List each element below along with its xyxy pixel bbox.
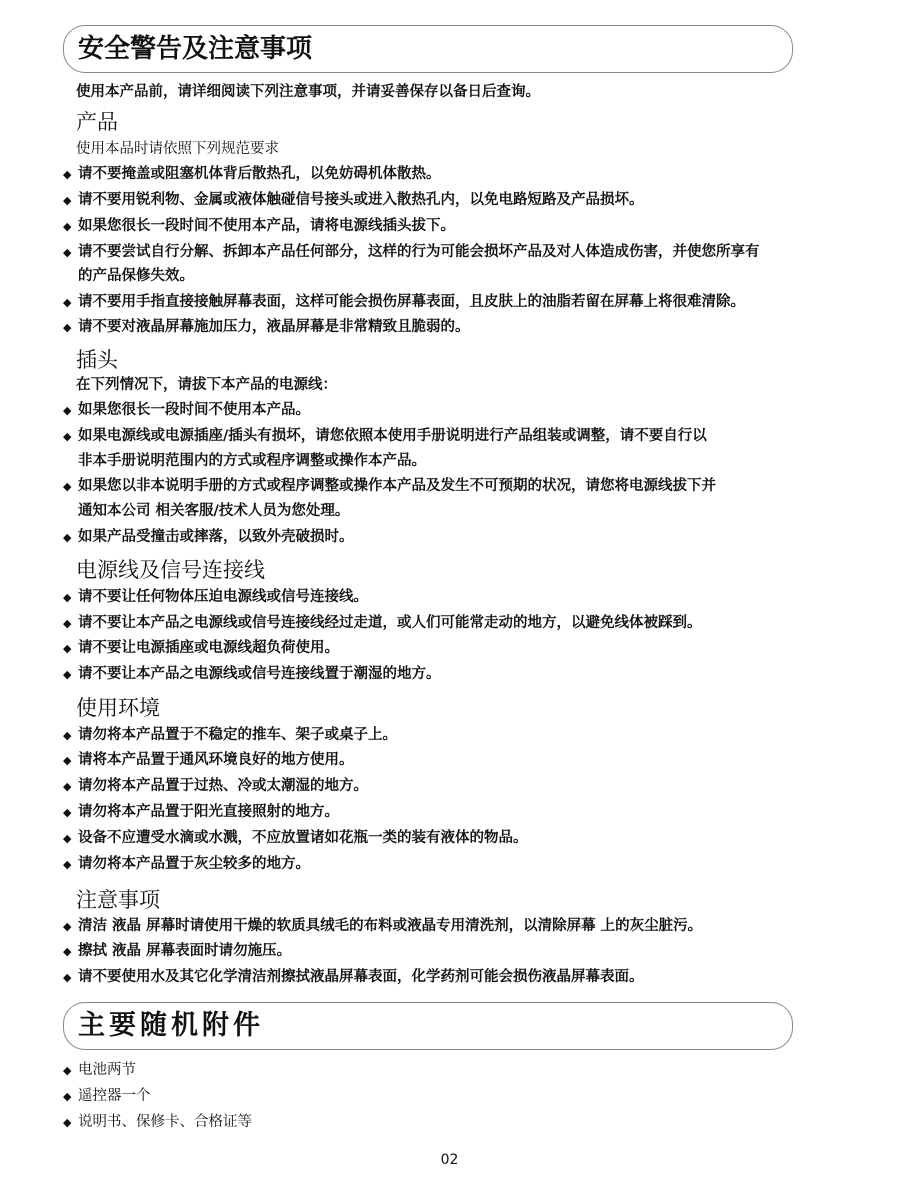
list-item: ◆ 如果产品受撞击或摔落，以致外壳破损时。 [63, 525, 843, 550]
list-item: ◆ 请勿将本产品置于不稳定的推车、架子或桌子上。 [63, 723, 843, 748]
bullet-icon: ◆ [63, 321, 72, 334]
list-item: ◆ 如果您很长一段时间不使用本产品，请将电源线插头拔下。 [63, 214, 843, 239]
list-item: ◆ 清洁 液晶 屏幕时请使用干燥的软质具绒毛的布料或液晶专用清洗剂，以清除屏幕 上的灰尘脏污。 [63, 914, 843, 939]
bullet-icon: ◆ [63, 246, 72, 259]
bullet-icon: ◆ [63, 430, 72, 443]
heading-cable: 电源线及信号连接线 [76, 558, 265, 582]
list-item: ◆ 如果您以非本说明手册的方式或程序调整或操作本产品及发生不可预期的状况，请您将电源线拔下并 [63, 474, 843, 499]
bullet-icon: ◆ [63, 296, 72, 309]
intro-text: 使用本产品前，请详细阅读下列注意事项，并请妥善保存以备日后查询。 [76, 84, 540, 100]
bullet-icon: ◆ [63, 642, 72, 655]
heading-notes: 注意事项 [76, 888, 160, 912]
heading-environment: 使用环境 [76, 696, 160, 720]
list-item: ◆ 请不要使用水及其它化学清洁剂擦拭液晶屏幕表面，化学药剂可能会损伤液晶屏幕表面。 [63, 965, 843, 990]
bullet-icon: ◆ [63, 920, 72, 933]
list-item: ◆ 请勿将本产品置于灰尘较多的地方。 [63, 852, 843, 877]
list-item-continuation: 的产品保修失效。 [78, 268, 194, 284]
product-subtext: 使用本品时请依照下列规范要求 [76, 141, 279, 157]
bullet-icon: ◆ [63, 780, 72, 793]
list-item: ◆ 请不要对液晶屏幕施加压力，液晶屏幕是非常精致且脆弱的。 [63, 315, 843, 340]
bullet-icon: ◆ [63, 168, 72, 181]
bullet-icon: ◆ [63, 1116, 72, 1129]
list-item: ◆ 请不要让任何物体压迫电源线或信号连接线。 [63, 585, 843, 610]
section-banner-safety [63, 25, 793, 73]
bullet-icon: ◆ [63, 945, 72, 958]
list-item: ◆ 设备不应遭受水滴或水溅，不应放置诸如花瓶一类的装有液体的物品。 [63, 826, 843, 851]
bullet-icon: ◆ [63, 220, 72, 233]
heading-product: 产品 [76, 110, 118, 134]
list-item: ◆ 请不要让本产品之电源线或信号连接线经过走道，或人们可能常走动的地方，以避免线体被踩到。 [63, 611, 843, 636]
section-banner-accessories [63, 1002, 793, 1050]
bullet-icon: ◆ [63, 754, 72, 767]
bullet-icon: ◆ [63, 832, 72, 845]
list-item: ◆ 如果您很长一段时间不使用本产品。 [63, 398, 843, 423]
list-item: ◆ 如果电源线或电源插座/插头有损坏，请您依照本使用手册说明进行产品组装或调整，请不要自行以 [63, 424, 843, 449]
bullet-icon: ◆ [63, 1064, 72, 1077]
bullet-icon: ◆ [63, 531, 72, 544]
bullet-icon: ◆ [63, 617, 72, 630]
list-item: ◆ 请不要用锐利物、金属或液体触碰信号接头或进入散热孔内，以免电路短路及产品损坏。 [63, 188, 843, 213]
list-item: ◆ 请不要让电源插座或电源线超负荷使用。 [63, 636, 843, 661]
bullet-icon: ◆ [63, 858, 72, 871]
plug-subtext: 在下列情况下，请拔下本产品的电源线： [76, 377, 337, 393]
bullet-icon: ◆ [63, 591, 72, 604]
list-item: ◆ 擦拭 液晶 屏幕表面时请勿施压。 [63, 939, 843, 964]
list-item: ◆ 请勿将本产品置于过热、冷或太潮湿的地方。 [63, 774, 843, 799]
bullet-icon: ◆ [63, 404, 72, 417]
page-number: 02 [440, 1152, 459, 1168]
heading-plug: 插头 [76, 348, 118, 372]
list-item: ◆ 请不要掩盖或阻塞机体背后散热孔，以免妨碍机体散热。 [63, 162, 843, 187]
list-item: ◆ 请勿将本产品置于阳光直接照射的地方。 [63, 800, 843, 825]
list-item: ◆ 说明书、保修卡、合格证等 [63, 1110, 843, 1135]
list-item: ◆ 请将本产品置于通风环境良好的地方使用。 [63, 748, 843, 773]
list-item-continuation: 通知本公司 相关客服/技术人员为您处理。 [78, 503, 350, 519]
list-item-continuation: 非本手册说明范围内的方式或程序调整或操作本产品。 [78, 453, 426, 469]
bullet-icon: ◆ [63, 194, 72, 207]
list-item: ◆ 遥控器一个 [63, 1084, 843, 1109]
list-item: ◆ 请不要用手指直接接触屏幕表面，这样可能会损伤屏幕表面，且皮肤上的油脂若留在屏幕上将很难清除。 [63, 290, 843, 315]
list-item: ◆ 请不要尝试自行分解、拆卸本产品任何部分，这样的行为可能会损坏产品及对人体造成伤害，并使您所享有 [63, 240, 843, 265]
bullet-icon: ◆ [63, 668, 72, 681]
bullet-icon: ◆ [63, 1090, 72, 1103]
bullet-icon: ◆ [63, 729, 72, 742]
bullet-icon: ◆ [63, 806, 72, 819]
list-item: ◆ 电池两节 [63, 1058, 843, 1083]
bullet-icon: ◆ [63, 971, 72, 984]
section-title-safety: 安全警告及注意事项 [78, 34, 313, 64]
bullet-icon: ◆ [63, 480, 72, 493]
section-title-accessories: 主要随机附件 [78, 1010, 264, 1041]
list-item: ◆ 请不要让本产品之电源线或信号连接线置于潮湿的地方。 [63, 662, 843, 687]
